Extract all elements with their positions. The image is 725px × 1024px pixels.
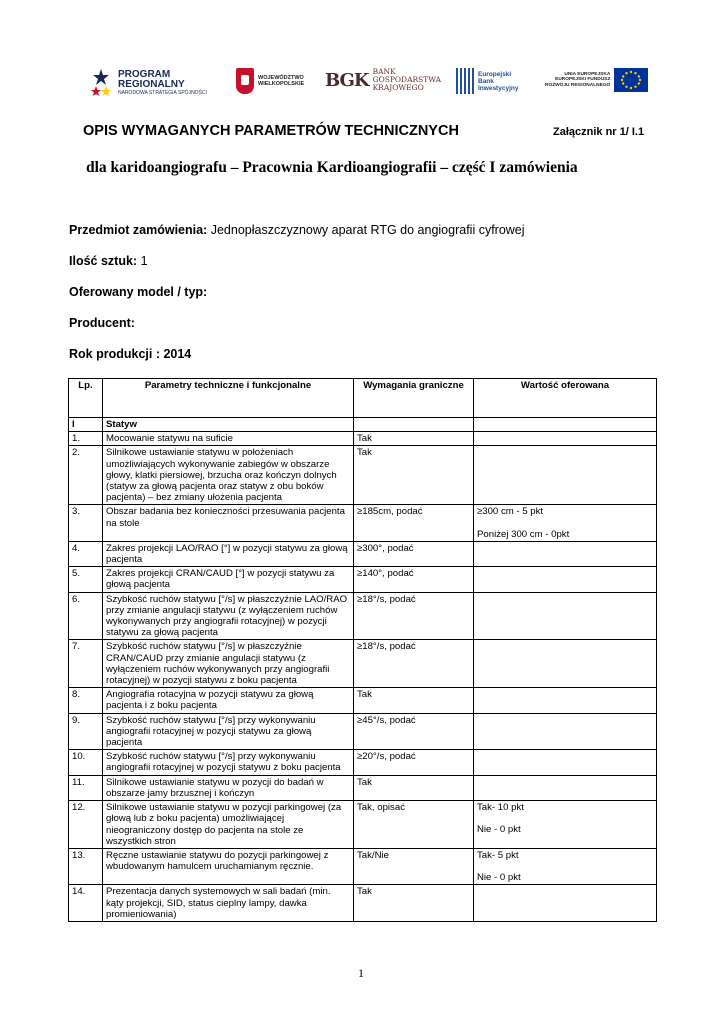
row-lp: 3. xyxy=(69,505,103,541)
row-requirement: ≥18°/s, podać xyxy=(354,592,474,640)
row-lp: 4. xyxy=(69,541,103,566)
voivodeship-line2: WIELKOPOLSKIE xyxy=(258,81,305,87)
row-requirement: ≥140°, podać xyxy=(354,567,474,592)
bgk-monogram: BGK xyxy=(325,69,369,91)
eu-flag-icon xyxy=(614,68,648,92)
offer-line: Tak- 10 pkt xyxy=(477,802,524,814)
section-empty-cell xyxy=(354,418,474,432)
document-title: OPIS WYMAGANYCH PARAMETRÓW TECHNICZNYCH xyxy=(83,123,459,139)
table-row xyxy=(69,446,657,505)
program-regionalny-logo xyxy=(90,68,207,98)
subject-value: Jednopłaszczyznowy aparat RTG do angiografii cyfrowej xyxy=(210,223,525,237)
row-parameter: Silnikowe ustawianie statywu w pozycji do badań w obszarze jamy brzusznej i kończyn xyxy=(103,775,354,800)
row-parameter: Angiografia rotacyjna w pozycji statywu za głową pacjenta i z boku pacjenta xyxy=(103,688,354,713)
row-requirement: ≥20°/s, podać xyxy=(354,750,474,775)
row-lp: 5. xyxy=(69,567,103,592)
table-row xyxy=(69,432,657,446)
table-row xyxy=(69,592,657,640)
offer-line: Tak- 5 pkt xyxy=(477,849,519,861)
row-lp: 8. xyxy=(69,688,103,713)
program-line1: PROGRAM xyxy=(118,69,171,80)
table-row xyxy=(69,640,657,688)
page-number: 1 xyxy=(358,966,364,980)
table-row xyxy=(69,541,657,566)
row-offered-value xyxy=(474,750,657,775)
row-parameter: Silnikowe ustawianie statywu w pozycji parkingowej (za głową lub z boku pacjenta) umożliwiającej nieograniczony dostęp do pacjenta na stole ze wszystkich stron xyxy=(103,801,354,849)
eib-line1: Europejski xyxy=(478,70,512,78)
eib-line2: Bank xyxy=(478,77,494,85)
header-offered-value: Wartość oferowana xyxy=(474,379,657,418)
eu-line1: UNIA EUROPEJSKA xyxy=(564,71,611,77)
eib-line3: Inwestycyjny xyxy=(478,84,519,92)
eu-logo xyxy=(545,68,648,92)
offer-line-2: Nie - 0 pkt xyxy=(477,872,521,884)
row-requirement: ≥300°, podać xyxy=(354,541,474,566)
table-row xyxy=(69,750,657,775)
header-parameters: Parametry techniczne i funkcjonalne xyxy=(103,379,354,418)
producer-label: Producent: xyxy=(69,316,135,330)
row-parameter: Szybkość ruchów statywu [°/s] przy wykonywaniu angiografii rotacyjnej w pozycji statywu za głową pacjenta xyxy=(103,713,354,750)
offer-line: ≥300 cm - 5 pkt xyxy=(477,506,544,518)
year-field xyxy=(69,347,191,361)
row-offered-value xyxy=(474,541,657,566)
bgk-line3: KRAJOWEGO xyxy=(372,83,424,92)
row-lp: 12. xyxy=(69,801,103,849)
header-lp: Lp. xyxy=(69,379,103,418)
row-offered-value xyxy=(474,640,657,688)
row-lp: 9. xyxy=(69,713,103,750)
wielkopolskie-logo xyxy=(236,68,304,94)
quantity-value: 1 xyxy=(140,254,148,268)
table-row xyxy=(69,848,657,884)
eagle-shield-icon xyxy=(236,68,254,94)
row-requirement: Tak xyxy=(354,432,474,446)
table-row xyxy=(69,885,657,922)
row-offered-value xyxy=(474,567,657,592)
row-parameter: Szybkość ruchów statywu [°/s] w płaszczyźnie LAO/RAO przy zmianie angulacji statywu (z wyłączeniem ruchów wykonywanych przy angiografii rotacyjnej) w pozycji statywu za głową pacjenta xyxy=(103,592,354,640)
row-offered-value xyxy=(474,801,657,849)
producer-field xyxy=(69,316,135,330)
row-lp: 1. xyxy=(69,432,103,446)
row-lp: 10. xyxy=(69,750,103,775)
row-parameter: Ręczne ustawianie statywu do pozycji parkingowej z wbudowanym hamulcem uruchamianym ręcznie. xyxy=(103,848,354,884)
row-offered-value xyxy=(474,688,657,713)
row-offered-value xyxy=(474,592,657,640)
table-row xyxy=(69,713,657,750)
row-lp: 14. xyxy=(69,885,103,922)
table-row xyxy=(69,505,657,541)
table-row xyxy=(69,567,657,592)
row-requirement: Tak xyxy=(354,446,474,505)
quantity-label: Ilość sztuk: xyxy=(69,254,138,268)
row-parameter: Szybkość ruchów statywu [°/s] przy wykonywaniu angiografii rotacyjnej w pozycji statywu z boku pacjenta xyxy=(103,750,354,775)
program-line3: NARODOWA STRATEGIA SPÓJNOŚCI xyxy=(118,90,207,96)
row-lp: 6. xyxy=(69,592,103,640)
row-requirement: ≥18°/s, podać xyxy=(354,640,474,688)
program-line2: REGIONALNY xyxy=(118,79,185,90)
eib-logo xyxy=(456,68,518,94)
row-parameter: Prezentacja danych systemowych w sali badań (min. kąty projekcji, SID, status cieplny lampy, dawka promieniowania) xyxy=(103,885,354,922)
row-offered-value xyxy=(474,505,657,541)
row-offered-value xyxy=(474,775,657,800)
row-offered-value xyxy=(474,446,657,505)
row-parameter: Zakres projekcji LAO/RAO [°] w pozycji statywu za głową pacjenta xyxy=(103,541,354,566)
table-header-row xyxy=(69,379,657,418)
eu-line3: ROZWOJU REGIONALNEGO xyxy=(545,82,611,88)
row-requirement: Tak/Nie xyxy=(354,848,474,884)
year-label: Rok produkcji : 2014 xyxy=(69,347,192,361)
row-requirement: ≥45°/s, podać xyxy=(354,713,474,750)
row-parameter: Zakres projekcji CRAN/CAUD [°] w pozycji statywu za głową pacjenta xyxy=(103,567,354,592)
quantity-field xyxy=(69,254,148,268)
star-flag-icon xyxy=(90,68,112,98)
row-requirement: Tak xyxy=(354,885,474,922)
annex-number: Załącznik nr 1/ I.1 xyxy=(553,126,645,138)
model-field xyxy=(69,285,207,299)
section-name: Statyw xyxy=(103,418,354,432)
subject-field xyxy=(69,223,525,237)
logo-strip xyxy=(90,68,650,108)
voivodeship-line1: WOJEWÓDZTWO xyxy=(258,75,304,81)
eu-line2: EUROPEJSKI FUNDUSZ xyxy=(555,77,611,83)
row-lp: 7. xyxy=(69,640,103,688)
row-parameter: Silnikowe ustawianie statywu w położeniach umożliwiających wykonywanie zabiegów w obszarze głowy, klatki piersiowej, brzucha oraz kończyn dolnych (statyw za głową pacjenta oraz statyw z obu boków pacjenta) – bez zmiany ułożenia pacjenta xyxy=(103,446,354,505)
row-requirement: ≥185cm, podać xyxy=(354,505,474,541)
row-requirement: Tak xyxy=(354,775,474,800)
section-lp: I xyxy=(69,418,103,432)
row-offered-value xyxy=(474,885,657,922)
row-lp: 2. xyxy=(69,446,103,505)
row-offered-value xyxy=(474,713,657,750)
eib-bars-icon xyxy=(456,68,474,94)
offer-line-2: Nie - 0 pkt xyxy=(477,824,521,836)
row-requirement: Tak, opisać xyxy=(354,801,474,849)
row-parameter: Szybkość ruchów statywu [°/s] w płaszczyźnie CRAN/CAUD przy zmianie angulacji statywu (z wyłączeniem ruchów wykonywanych przy angiografii rotacyjnej) w pozycji statywu z boku pacjenta xyxy=(103,640,354,688)
bgk-line2: GOSPODARSTWA xyxy=(372,75,442,84)
subject-label: Przedmiot zamówienia: xyxy=(69,223,208,237)
row-requirement: Tak xyxy=(354,688,474,713)
offer-line-2: Poniżej 300 cm - 0pkt xyxy=(477,528,570,540)
row-parameter: Obszar badania bez konieczności przesuwania pacjenta na stole xyxy=(103,505,354,541)
table-row xyxy=(69,801,657,849)
parameters-table xyxy=(68,378,657,922)
row-lp: 11. xyxy=(69,775,103,800)
document-subtitle: dla karidoangiografu – Pracownia Kardioangiografii – część I zamówienia xyxy=(86,159,578,176)
row-offered-value xyxy=(474,432,657,446)
header-requirements: Wymagania graniczne xyxy=(354,379,474,418)
model-label: Oferowany model / typ: xyxy=(69,285,208,299)
table-row xyxy=(69,688,657,713)
bgk-line1: BANK xyxy=(372,67,396,76)
row-offered-value xyxy=(474,848,657,884)
row-parameter: Mocowanie statywu na suficie xyxy=(103,432,354,446)
row-lp: 13. xyxy=(69,848,103,884)
section-row xyxy=(69,418,657,432)
table-row xyxy=(69,775,657,800)
bgk-logo xyxy=(325,68,441,92)
section-empty-cell xyxy=(474,418,657,432)
